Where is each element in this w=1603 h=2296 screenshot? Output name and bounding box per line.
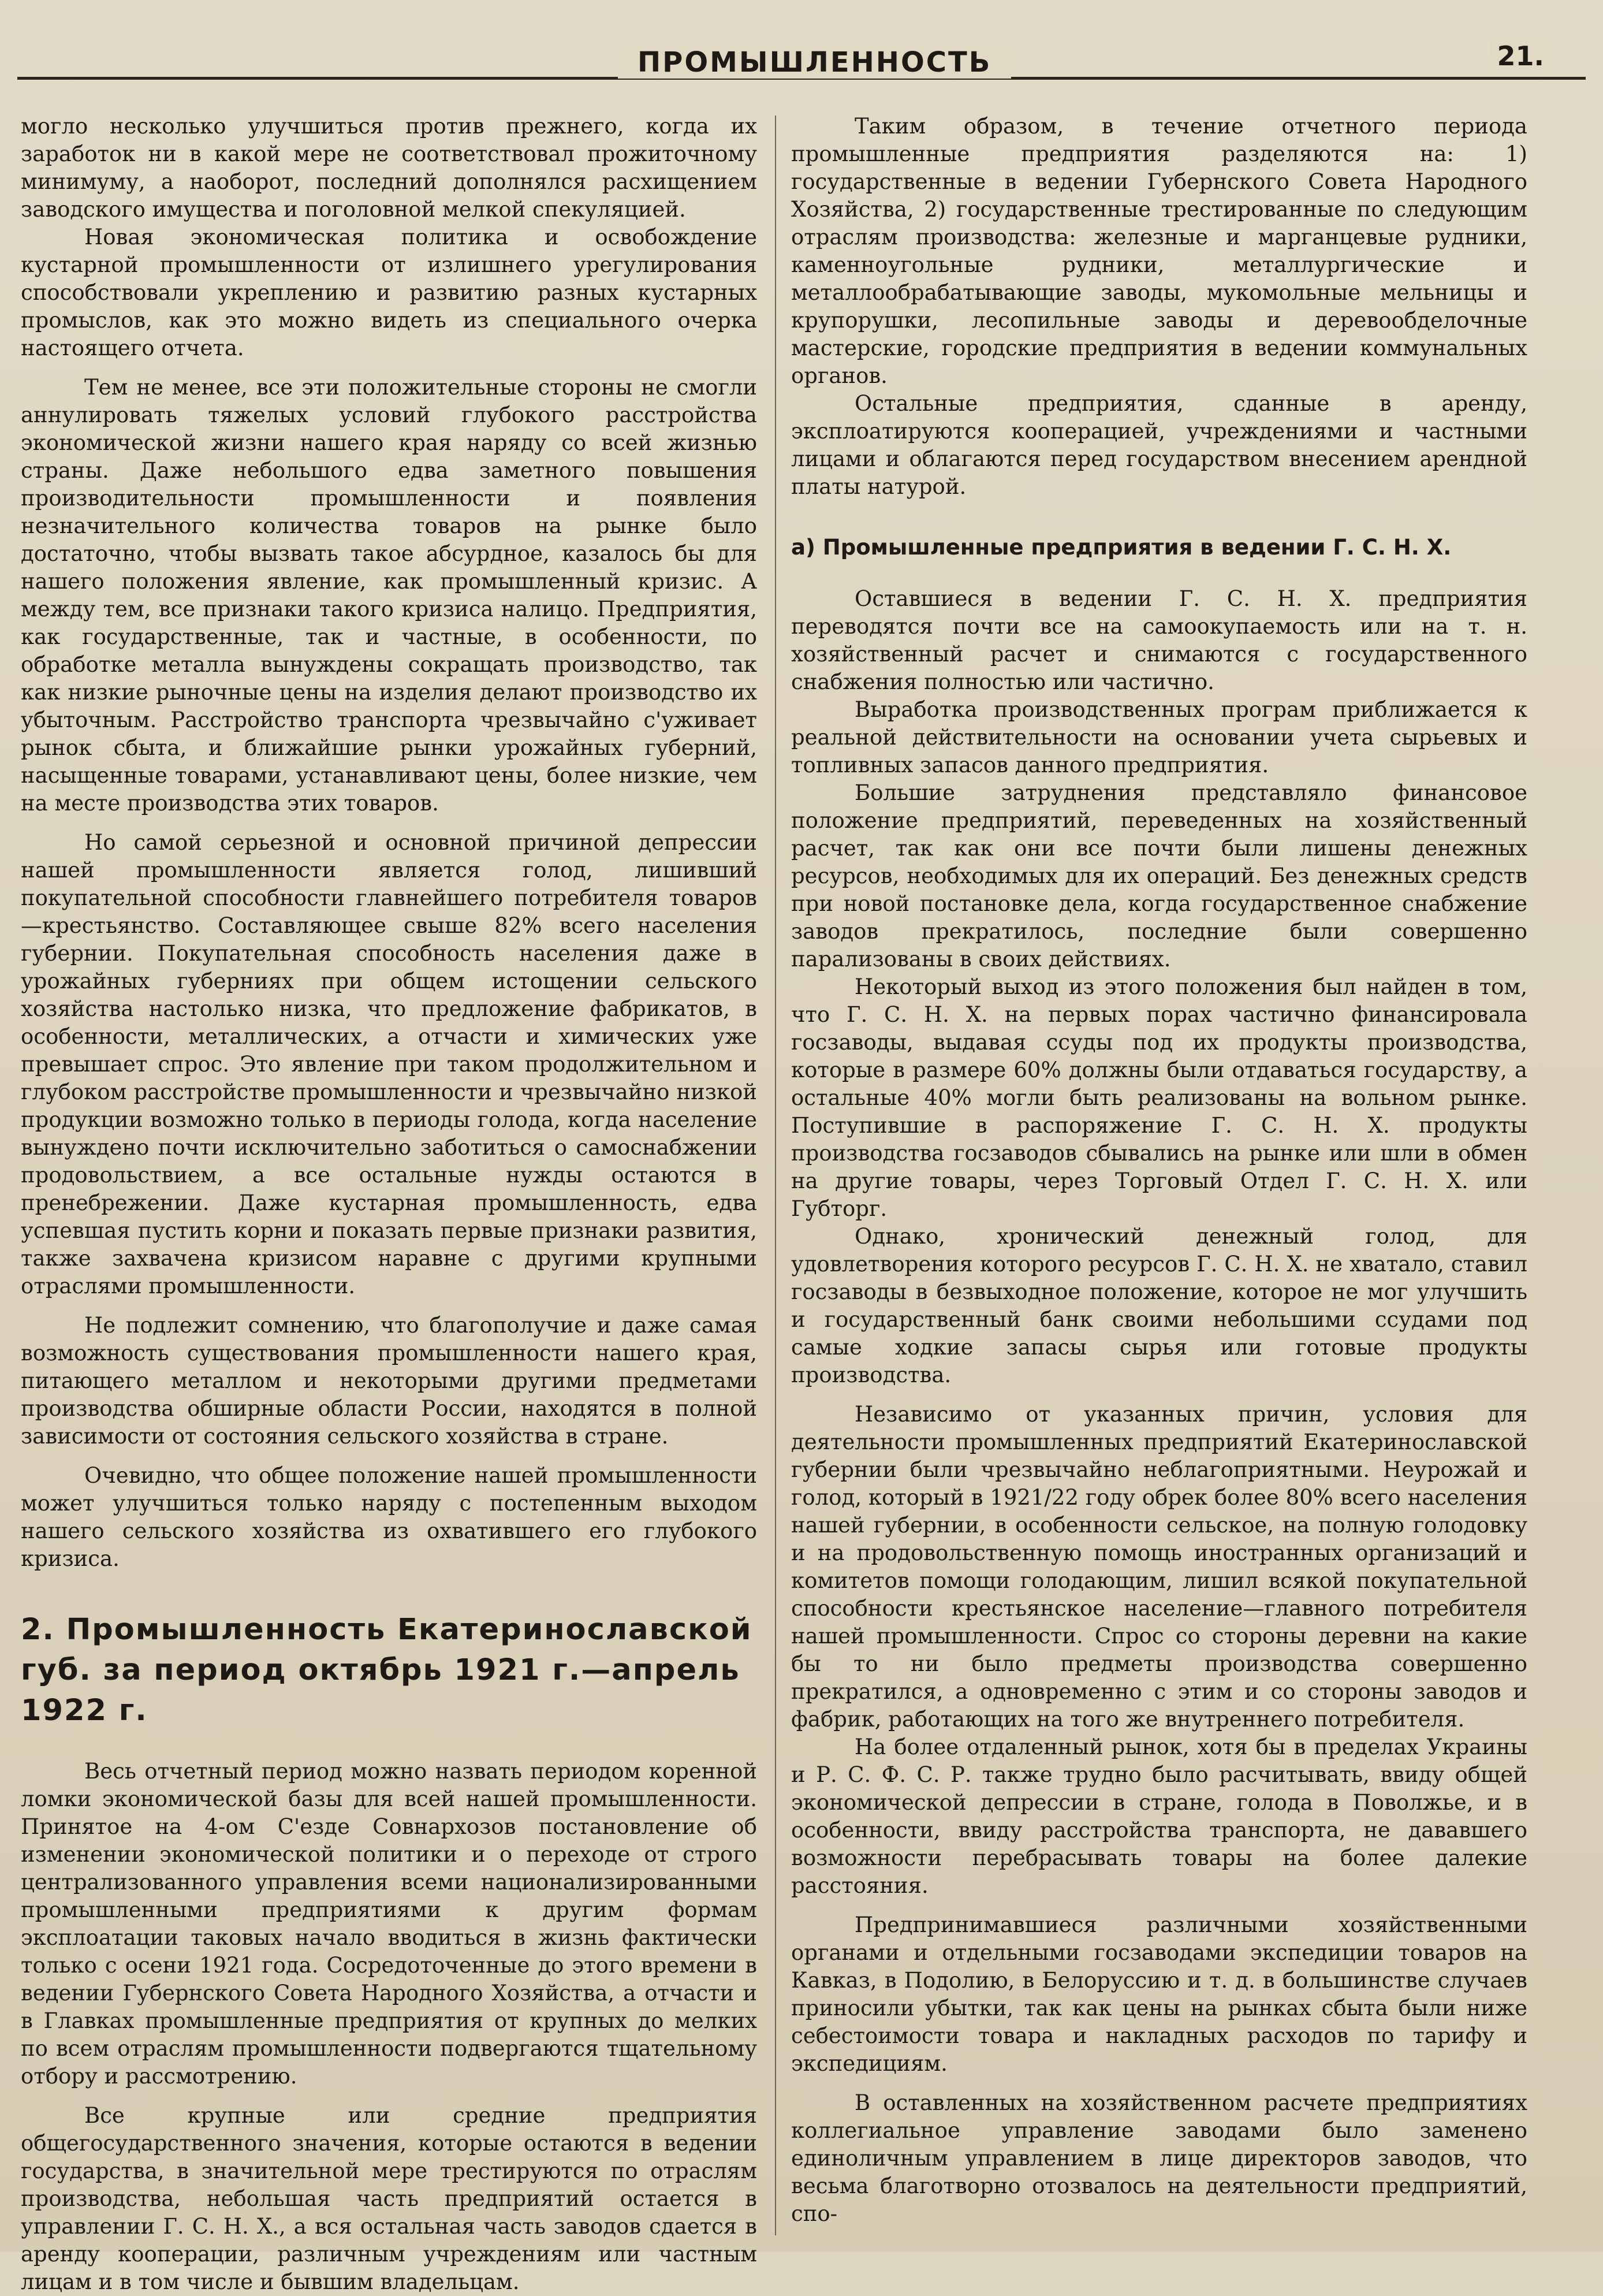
paragraph: Независимо от указанных причин, условия для деятельности промышленных предприятий Екатеринославской губернии были чрезвычайно неблагоприятными. Неурожай и голод, который в 1921/22 году обрек более 80% всего населения нашей губернии, в особенности сельское, на полную голодовку и на продовольственную помощь иностранных организаций и комитетов помощи голодающим, лишил всякой покупательной способности крестьянское население—главного потребителя нашей промышленности. Спрос со стороны деревни на какие бы то ни было предметы производства совершенно прекратился, а одновременно с этим и со стороны заводов и фабрик, работающих на того же внутреннего потребителя. [791, 1402, 1527, 1732]
paragraph: Предпринимавшиеся различными хозяйственными органами и отдельными госзаводами экспедиции товаров на Кавказ, в Подолию, в Белоруссию и т. д. в большинстве случаев приносили убытки, так как цены на рынках сбыта были ниже себестоимости товара и накладных расходов по тарифу и экспедициям. [791, 1912, 1527, 2076]
paragraph: Весь отчетный период можно назвать периодом коренной ломки экономической базы для всей нашей промышленности. Принятое на 4-ом С'езде Совнархозов постановление об изменении экономической политики и о переходе от строго централизованного управления всеми национализированными промышленными предприятиями к другим формам эксплоатации таковых начало вводиться в жизнь фактически только с осени 1921 года. Сосредоточенные до этого времени в ведении Губернского Совета Народного Хозяйства, а отчасти и в Главках промышленные предприятия от крупных до мелких по всем отраслям промышленности подвергаются тщательному отбору и рассмотрению. [21, 1759, 757, 2089]
paragraph: Не подлежит сомнению, что благополучие и даже самая возможность существования промышленности нашего края, питающего металлом и некоторыми другими предметами производства обширные области России, находятся в полной зависимости от состояния сельского хозяйства в стране. [21, 1313, 757, 1449]
paragraph: могло несколько улучшиться против прежнего, когда их заработок ни в какой мере не соответствовал прожиточному минимуму, а наоборот, последний дополнялся расхищением заводского имущества и поголовной мелкой спекуляцией. [21, 114, 757, 222]
paragraph: Все крупные или средние предприятия общегосударственного значения, которые остаются в ведении государства, в значительной мере трестируются по отраслям производства, небольшая часть предприятий остается в управлении Г. С. Н. Х., а вся остальная часть заводов сдается в аренду кооперации, различным учреждениям или частным лицам и в том числе и бывшим владельцам. [21, 2103, 757, 2294]
column-divider [775, 116, 776, 2235]
paragraph: На более отдаленный рынок, хотя бы в пределах Украины и Р. С. Ф. С. Р. также трудно было расчитывать, ввиду общей экономической депрессии в стране, голода в Поволжье, и в особенности, ввиду расстройства транспорта, не дававшего возможности перебрасывать товары на более далекие расстояния. [791, 1735, 1527, 1898]
paragraph: Новая экономическая политика и освобождение кустарной промышленности от излишнего урегулирования способствовали укреплению и развитию разных кустарных промыслов, как это можно видеть из специального очерка настоящего отчета. [21, 225, 757, 360]
left-column [21, 113, 757, 2294]
running-title: ПРОМЫШЛЕННОСТЬ [618, 46, 1011, 79]
paragraph: Очевидно, что общее положение нашей промышленности может улучшиться только наряду с постепенным выходом нашего сельского хозяйства из охватившего его глубокого кризиса. [21, 1463, 757, 1571]
paragraph: Остальные предприятия, сданные в аренду, эксплоатируются кооперацией, учреждениями и частными лицами и облагаются перед государством внесением арендной платы натурой. [791, 391, 1527, 499]
section-heading: 2. Промышленность Екатеринославской губ. за период октябрь 1921 г.—апрель 1922 г. [21, 1613, 752, 1728]
paragraph: Некоторый выход из этого положения был найден в том, что Г. С. Н. Х. на первых порах частично финансировала госзаводы, выдавая ссуды под их продукты производства, которые в размере 60% должны были отдаваться государству, а остальные 40% могли быть реализованы на вольном рынке. Поступившие в распоряжение Г. С. Н. Х. продукты производства госзаводов сбывались на рынке или шли в обмен на другие товары, через Торговый Отдел Г. С. Н. Х. или Губторг. [791, 974, 1527, 1221]
subsection-heading: а) Промышленные предприятия в ведении Г. С. Н. Х. [791, 535, 1452, 560]
paragraph: Большие затруднения представляло финансовое положение предприятий, переведенных на хозяйственный расчет, так как они все почти были лишены денежных ресурсов, необходимых для их операций. Без денежных средств при новой постановке дела, когда государственное снабжение заводов прекратилось, последние были совершенно парализованы в своих действиях. [791, 780, 1527, 972]
page-number: 21. [1490, 40, 1552, 72]
right-column [791, 113, 1527, 2244]
paragraph: Тем не менее, все эти положительные стороны не смогли аннулировать тяжелых условий глубокого расстройства экономической жизни нашего края наряду со всей жизнью страны. Даже небольшого едва заметного повышения производительности промышленности и появления незначительного количества товаров на рынке было достаточно, чтобы вызвать такое абсурдное, казалось бы для нашего положения явление, как промышленный кризис. А между тем, все признаки такого кризиса налицо. Предприятия, как государственные, так и частные, в особенности, по обработке металла вынуждены сокращать производство, так как низкие рыночные цены на изделия делают производство их убыточным. Расстройство транспорта чрезвычайно с'уживает рынок сбыта, и ближайшие рынки урожайных губерний, насыщенные товарами, устанавливают цены, более низкие, чем на месте производства этих товаров. [21, 375, 757, 816]
paragraph: Но самой серьезной и основной причиной депрессии нашей промышленности является голод, лишивший покупательной способности главнейшего потребителя товаров—крестьянство. Составляющее свыше 82% всего населения губернии. Покупательная способность населения даже в урожайных губерниях при общем истощении сельского хозяйства настолько низка, что предложение фабрикатов, в особенности, металлических, а отчасти и химических уже превышает спрос. Это явление при таком продолжительном и глубоком расстройстве промышленности и чрезвычайно низкой продукции возможно только в периоды голода, когда население вынуждено почти исключительно заботиться о самоснабжении продовольствием, а все остальные нужды остаются в пренебрежении. Даже кустарная промышленность, едва успевшая пустить корни и показать первые признаки развития, также захвачена кризисом наравне с другими крупными отраслями промышленности. [21, 830, 757, 1298]
paragraph: Однако, хронический денежный голод, для удовлетворения которого ресурсов Г. С. Н. Х. не хватало, ставил госзаводы в безвыходное положение, которое не мог улучшить и государственный банк своими небольшими ссудами под самые ходкие запасы сырья или готовые продукты производства. [791, 1224, 1527, 1387]
paragraph: Оставшиеся в ведении Г. С. Н. Х. предприятия переводятся почти все на самоокупаемость или на т. н. хозяйственный расчет и снимаются с государственного снабжения полностью или частично. [791, 586, 1527, 694]
page-header [17, 35, 1586, 98]
paragraph: Таким образом, в течение отчетного периода промышленные предприятия разделяются на: 1) государственные в ведении Губернского Совета Народного Хозяйства, 2) государственные трестированные по следующим отраслям производства: железные и марганцевые рудники, каменноугольные рудники, металлургические и металлообрабатывающие заводы, мукомольные мельницы и крупорушки, лесопильные заводы и деревообделочные мастерские, городские предприятия в ведении коммунальных органов. [791, 114, 1527, 388]
paragraph: Выработка производственных програм приближается к реальной действительности на основании учета сырьевых и топливных запасов данного предприятия. [791, 697, 1527, 777]
paragraph: В оставленных на хозяйственном расчете предприятиях коллегиальное управление заводами было заменено единоличным управлением в лице директоров заводов, что весьма благотворно отозвалось на деятельности предприятий, спо- [791, 2090, 1527, 2226]
